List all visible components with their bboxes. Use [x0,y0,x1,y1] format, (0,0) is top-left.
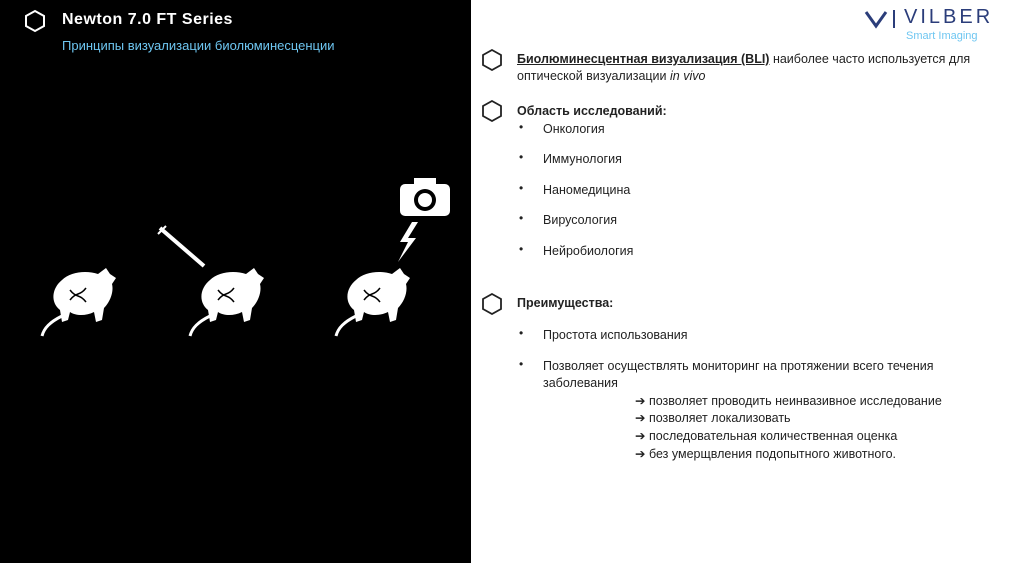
research-heading: Область исследований: [517,104,667,118]
left-panel [0,0,471,563]
bli-term: Биолюминесцентная визуализация (BLI) [517,52,770,66]
arrow-item [635,446,896,461]
mouse-dna-icon [334,262,416,342]
arrow-right-icon: ➔ [635,429,646,443]
arrow-item [635,393,942,408]
bli-description [517,51,997,85]
logo-brand: VILBER [904,6,994,28]
arrow-text: последовательная количественная оценка [648,429,898,443]
hexagon-bullet-icon [481,293,503,315]
hexagon-bullet-icon [481,100,503,122]
bullet-dot: • [519,242,524,256]
bullet-dot: • [519,181,524,195]
research-item: Вирусология [543,213,618,227]
advantage-line-2: заболевания [543,376,618,390]
advantage-line-1: Позволяет осуществлять мониторинг на протяжении всего течения [543,359,934,373]
research-item: Наномедицина [543,183,631,197]
advantage-item [543,358,1013,392]
arrow-text: позволяет проводить неинвазивное исследование [648,394,942,408]
arrow-item [635,428,897,443]
bli-in-vivo: in vivo [670,69,706,83]
camera-icon [398,176,452,218]
mouse-dna-icon [188,262,270,342]
page-title: Newton 7.0 FT Series [62,11,233,28]
logo-tagline: Smart Imaging [906,30,978,42]
vilber-logo [864,6,1014,46]
arrow-item [635,410,791,425]
logo-mark-icon [864,8,898,30]
bullet-dot: • [519,120,524,134]
research-item: Онкология [543,122,605,136]
bli-text-1: наиболее часто используется для [769,52,971,66]
hexagon-bullet-icon [481,49,503,71]
arrow-right-icon: ➔ [635,394,646,408]
research-item: Нейробиология [543,244,634,258]
lightning-icon [394,222,420,262]
advantage-item: Простота использования [543,328,688,342]
right-panel [471,0,1024,563]
arrow-right-icon: ➔ [635,447,646,461]
arrow-text: без умерщвления подопытного животного. [648,447,897,461]
advantages-heading: Преимущества: [517,296,614,310]
page-subtitle: Принципы визуализации биолюминесценции [62,38,335,53]
bullet-dot: • [519,150,524,164]
mouse-dna-icon [40,262,122,342]
bullet-dot: • [519,211,524,225]
research-item: Иммунология [543,152,622,166]
bullet-dot: • [519,357,524,371]
arrow-text: позволяет локализовать [648,411,791,425]
arrow-right-icon: ➔ [635,411,646,425]
bli-text-2: оптической визуализации [517,69,670,83]
hexagon-icon [23,9,47,33]
bullet-dot: • [519,326,524,340]
